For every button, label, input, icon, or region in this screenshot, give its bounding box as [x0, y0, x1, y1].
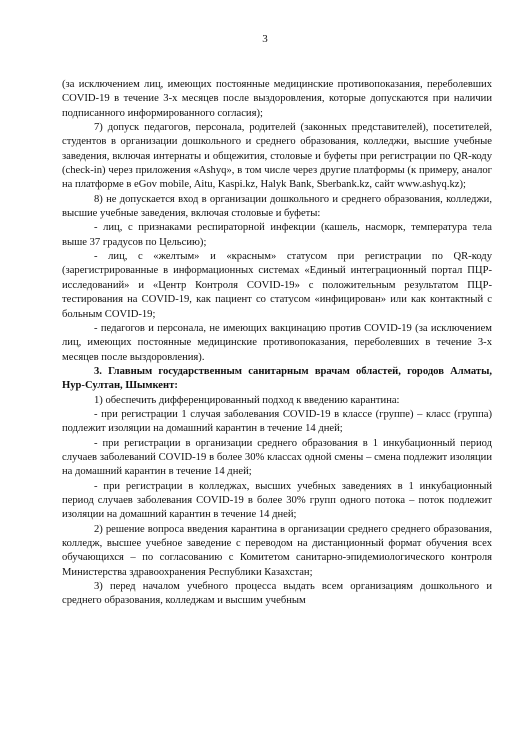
paragraph-bullet-qr-status: - лиц, с «желтым» и «красным» статусом при регистрации по QR-коду (зарегистрированные в информационных системах «Единый интеграционный портал ПЦР-исследований» и «Центр Контроля COVID-19» с положительным результатом ПЦР-тестирования на COVID-19, как пациент со статусом «инфицирован» или как контактный с больным COVID-19;	[62, 251, 492, 320]
paragraph-continuation: (за исключением лиц, имеющих постоянные медицинские противопоказания, переболевших COVID-19 в течение 3-х месяцев после выздоровления, которые допускаются при наличии подписанного информированного согласия);	[62, 79, 492, 119]
paragraph-item-3: 3) перед началом учебного процесса выдать всем организациям дошкольного и среднего образования, колледжам и высшим учебным	[62, 581, 492, 607]
paragraph-bullet-school: - при регистрации в организации среднего образования в 1 инкубационный период случаев заболеваний COVID-19 в более 30% классах одной смены – смена подлежит изоляции на домашний карантин в течение 14 дней;	[62, 437, 492, 478]
paragraph-bullet-unvaccinated: - педагогов и персонала, не имеющих вакцинацию против COVID-19 (за исключением лиц, имеющих постоянные медицинские противопоказания, переболевших в течение 3-х месяцев после выздоровления).	[62, 322, 492, 363]
page-number: 3	[262, 33, 268, 45]
paragraph-item-1: 1) обеспечить дифференцированный подход к введению карантина:	[94, 394, 400, 406]
paragraph-item-2: 2) решение вопроса введения карантина в организации среднего среднего образования, колледж, высшее учебное заведение с переводом на дистанционный формат обучения всех обучающихся – по согласованию с Комитетом санитарно-эпидемиологического контроля Министерства здравоохранения Республики Казахстан;	[62, 523, 492, 578]
paragraph-item-8: 8) не допускается вход в организации дошкольного и среднего образования, колледжи, высшие учебные заведения, включая столовые и буфеты:	[62, 193, 492, 220]
document-body	[62, 78, 492, 609]
paragraph-item-7: 7) допуск педагогов, персонала, родителей (законных представителей), посетителей, студентов в организации дошкольного и среднего образования, колледжи, высшие учебные заведения, включая интернаты и общежития, столовые и буфеты при регистрации по QR-коду (check-in) через приложения «Ashyq», в том числе через другие платформы (к примеру, аналог на платформе в eGov mobile, Aitu, Kaspi.kz, Halyk Bank, Sberbank.kz, сайт www.ashyq.kz);	[62, 122, 492, 191]
paragraph-bullet-respiratory: - лиц, с признаками респираторной инфекции (кашель, насморк, температура тела выше 37 градусов по Цельсию);	[62, 222, 492, 248]
section-heading-3: 3. Главным государственным санитарным врачам областей, городов Алматы, Нур-Султан, Шымкент:	[62, 365, 492, 392]
paragraph-bullet-class: - при регистрации 1 случая заболевания COVID-19 в классе (группе) – класс (группа) подлежит изоляции на домашний карантин в течение 14 дней;	[62, 408, 492, 435]
paragraph-bullet-college: - при регистрации в колледжах, высших учебных заведениях в 1 инкубационный период случаев заболевания COVID-19 в более 30% групп одного потока – поток подлежит изоляции на домашний карантин в течение 14 дней;	[62, 480, 492, 521]
